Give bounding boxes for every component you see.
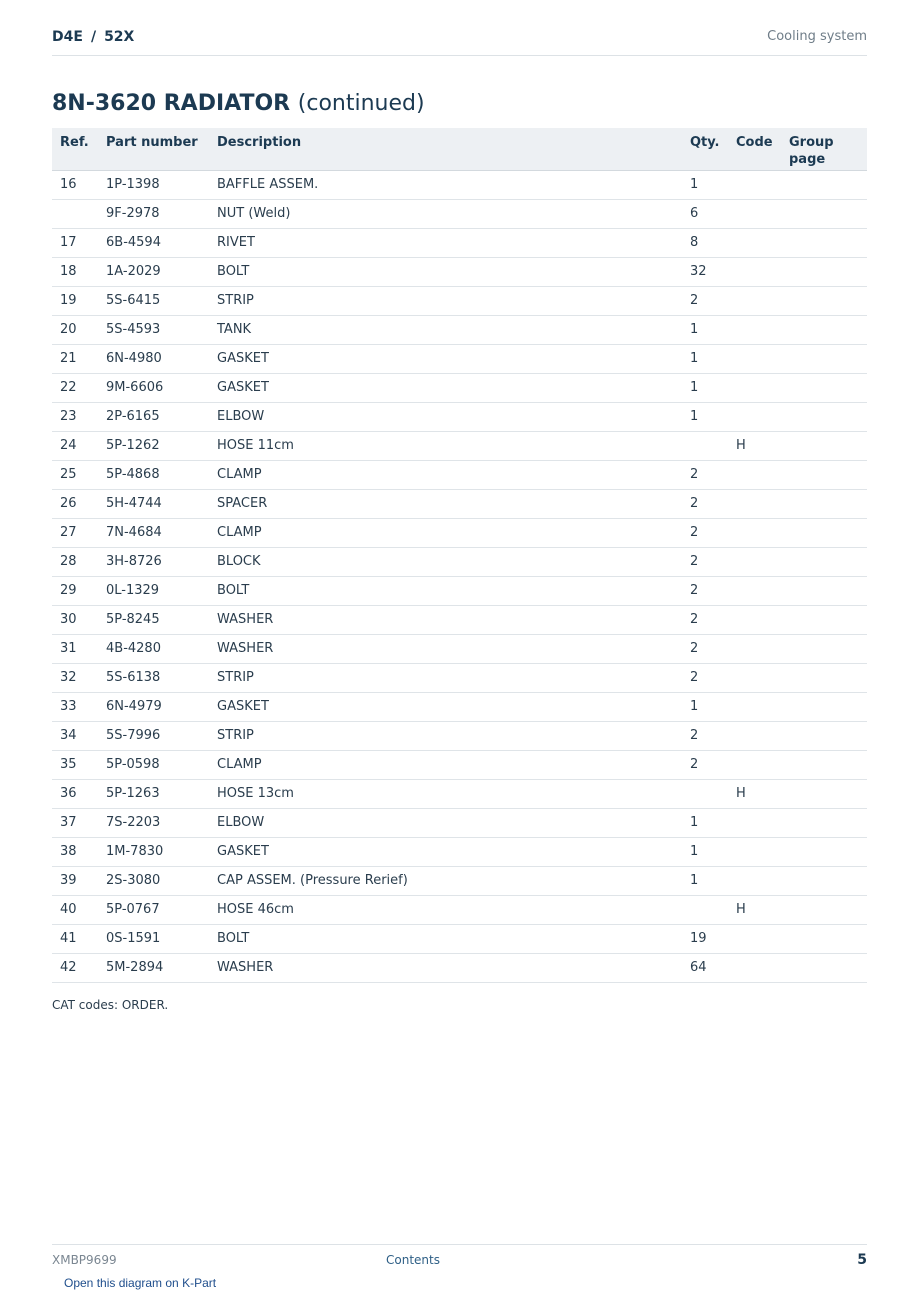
column-header-qty: Qty.	[682, 128, 728, 170]
cell-ref: 30	[52, 605, 98, 634]
cell-description: GASKET	[209, 692, 682, 721]
table-row	[52, 373, 867, 402]
table-row	[52, 286, 867, 315]
table-row	[52, 402, 867, 431]
cell-qty: 2	[682, 518, 728, 547]
cell-qty: 64	[682, 953, 728, 982]
cell-description: HOSE 13cm	[209, 779, 682, 808]
cell-group-page	[781, 257, 867, 286]
cell-part-number: 6N-4980	[98, 344, 209, 373]
table-row	[52, 257, 867, 286]
table-row	[52, 779, 867, 808]
cell-qty	[682, 431, 728, 460]
cell-ref: 29	[52, 576, 98, 605]
cell-ref: 19	[52, 286, 98, 315]
page-title-main: 8N-3620 RADIATOR	[52, 91, 291, 116]
cell-part-number: 5P-1262	[98, 431, 209, 460]
column-header-ref: Ref.	[52, 128, 98, 170]
cell-code: H	[728, 779, 781, 808]
table-row	[52, 199, 867, 228]
cell-group-page	[781, 576, 867, 605]
cell-code	[728, 315, 781, 344]
cell-ref: 31	[52, 634, 98, 663]
cell-part-number: 5H-4744	[98, 489, 209, 518]
cell-qty: 1	[682, 866, 728, 895]
document-code: XMBP9699	[52, 1253, 117, 1267]
cell-part-number: 5S-6138	[98, 663, 209, 692]
cell-part-number: 5M-2894	[98, 953, 209, 982]
cell-description: STRIP	[209, 663, 682, 692]
cell-description: BAFFLE ASSEM.	[209, 170, 682, 199]
open-diagram-kpart-link[interactable]: Open this diagram on K-Part	[64, 1276, 217, 1290]
cell-qty: 2	[682, 721, 728, 750]
cell-part-number: 5P-0598	[98, 750, 209, 779]
parts-table-body	[52, 170, 867, 982]
cell-code	[728, 837, 781, 866]
cell-group-page	[781, 199, 867, 228]
cell-ref: 41	[52, 924, 98, 953]
cell-part-number: 4B-4280	[98, 634, 209, 663]
cell-code	[728, 257, 781, 286]
cell-group-page	[781, 750, 867, 779]
cell-part-number: 2P-6165	[98, 402, 209, 431]
page-title-suffix: (continued)	[297, 91, 425, 116]
cell-qty: 2	[682, 286, 728, 315]
cell-part-number: 7S-2203	[98, 808, 209, 837]
cell-code	[728, 808, 781, 837]
cell-group-page	[781, 460, 867, 489]
cell-qty: 1	[682, 170, 728, 199]
cell-group-page	[781, 953, 867, 982]
cell-description: BOLT	[209, 576, 682, 605]
table-row	[52, 228, 867, 257]
cat-codes-footnote: CAT codes: ORDER.	[52, 998, 169, 1012]
cell-qty: 2	[682, 576, 728, 605]
cell-code	[728, 953, 781, 982]
cell-qty: 2	[682, 663, 728, 692]
cell-code	[728, 344, 781, 373]
cell-part-number: 5P-4868	[98, 460, 209, 489]
cell-ref: 39	[52, 866, 98, 895]
cell-part-number: 5P-8245	[98, 605, 209, 634]
cell-qty: 1	[682, 402, 728, 431]
table-row	[52, 721, 867, 750]
cell-part-number: 3H-8726	[98, 547, 209, 576]
cell-group-page	[781, 895, 867, 924]
cell-group-page	[781, 489, 867, 518]
table-row	[52, 924, 867, 953]
cell-ref: 33	[52, 692, 98, 721]
cell-group-page	[781, 373, 867, 402]
cell-description: BOLT	[209, 257, 682, 286]
cell-description: ELBOW	[209, 808, 682, 837]
cell-code	[728, 402, 781, 431]
cell-part-number: 5S-4593	[98, 315, 209, 344]
cell-group-page	[781, 837, 867, 866]
table-row	[52, 953, 867, 982]
cell-code	[728, 605, 781, 634]
cell-qty: 2	[682, 750, 728, 779]
cell-code	[728, 634, 781, 663]
cell-description: HOSE 46cm	[209, 895, 682, 924]
cell-group-page	[781, 663, 867, 692]
cell-ref: 20	[52, 315, 98, 344]
cell-qty: 2	[682, 547, 728, 576]
serial-label: 52X	[104, 29, 135, 45]
breadcrumb	[52, 28, 134, 46]
cell-description: CLAMP	[209, 750, 682, 779]
cell-ref: 21	[52, 344, 98, 373]
column-header-group-page: Group page	[781, 128, 867, 170]
cell-description: GASKET	[209, 344, 682, 373]
table-row	[52, 170, 867, 199]
cell-qty: 6	[682, 199, 728, 228]
cell-code: H	[728, 895, 781, 924]
cell-code	[728, 547, 781, 576]
cell-description: BOLT	[209, 924, 682, 953]
parts-table-header	[52, 128, 867, 170]
cell-group-page	[781, 692, 867, 721]
cell-description: ELBOW	[209, 402, 682, 431]
cell-ref: 18	[52, 257, 98, 286]
cell-qty	[682, 779, 728, 808]
cell-code	[728, 286, 781, 315]
table-row	[52, 431, 867, 460]
column-header-part-number: Part number	[98, 128, 209, 170]
cell-description: WASHER	[209, 634, 682, 663]
cell-ref: 34	[52, 721, 98, 750]
cell-group-page	[781, 286, 867, 315]
cell-part-number: 9M-6606	[98, 373, 209, 402]
cell-description: STRIP	[209, 721, 682, 750]
contents-link[interactable]: Contents	[386, 1253, 440, 1267]
cell-part-number: 7N-4684	[98, 518, 209, 547]
table-row	[52, 808, 867, 837]
cell-part-number: 1A-2029	[98, 257, 209, 286]
cell-description: BLOCK	[209, 547, 682, 576]
cell-ref: 27	[52, 518, 98, 547]
cell-qty: 2	[682, 489, 728, 518]
table-row	[52, 866, 867, 895]
cell-group-page	[781, 866, 867, 895]
cell-group-page	[781, 228, 867, 257]
cell-description: GASKET	[209, 837, 682, 866]
cell-description: CAP ASSEM. (Pressure Rerief)	[209, 866, 682, 895]
cell-ref: 42	[52, 953, 98, 982]
cell-code	[728, 924, 781, 953]
cell-code	[728, 576, 781, 605]
cell-description: CLAMP	[209, 460, 682, 489]
cell-description: TANK	[209, 315, 682, 344]
cell-qty: 19	[682, 924, 728, 953]
cell-group-page	[781, 547, 867, 576]
cell-part-number: 2S-3080	[98, 866, 209, 895]
cell-description: NUT (Weld)	[209, 199, 682, 228]
cell-qty: 2	[682, 634, 728, 663]
column-header-code: Code	[728, 128, 781, 170]
cell-ref: 32	[52, 663, 98, 692]
table-row	[52, 315, 867, 344]
cell-code	[728, 663, 781, 692]
cell-code	[728, 518, 781, 547]
column-header-description: Description	[209, 128, 682, 170]
cell-ref: 22	[52, 373, 98, 402]
cell-group-page	[781, 402, 867, 431]
cell-description: WASHER	[209, 605, 682, 634]
table-row	[52, 518, 867, 547]
cell-ref	[52, 199, 98, 228]
cell-description: STRIP	[209, 286, 682, 315]
cell-qty: 1	[682, 344, 728, 373]
cell-description: CLAMP	[209, 518, 682, 547]
table-row	[52, 547, 867, 576]
cell-qty: 1	[682, 808, 728, 837]
cell-group-page	[781, 721, 867, 750]
cell-group-page	[781, 924, 867, 953]
page-number: 5	[857, 1252, 867, 1268]
cell-part-number: 5S-6415	[98, 286, 209, 315]
section-name: Cooling system	[767, 29, 867, 44]
cell-part-number: 5P-1263	[98, 779, 209, 808]
cell-code	[728, 460, 781, 489]
cell-qty: 1	[682, 315, 728, 344]
cell-part-number: 1M-7830	[98, 837, 209, 866]
table-row	[52, 344, 867, 373]
cell-group-page	[781, 605, 867, 634]
cell-qty: 2	[682, 605, 728, 634]
cell-ref: 38	[52, 837, 98, 866]
cell-description: HOSE 11cm	[209, 431, 682, 460]
cell-group-page	[781, 431, 867, 460]
table-row	[52, 489, 867, 518]
cell-part-number: 0L-1329	[98, 576, 209, 605]
breadcrumb-separator: /	[90, 29, 97, 45]
cell-ref: 16	[52, 170, 98, 199]
cell-code	[728, 866, 781, 895]
cell-group-page	[781, 170, 867, 199]
cell-part-number: 1P-1398	[98, 170, 209, 199]
cell-part-number: 9F-2978	[98, 199, 209, 228]
cell-description: SPACER	[209, 489, 682, 518]
page-header	[52, 28, 867, 56]
cell-group-page	[781, 344, 867, 373]
cell-ref: 35	[52, 750, 98, 779]
table-row	[52, 634, 867, 663]
cell-code	[728, 489, 781, 518]
cell-qty: 1	[682, 837, 728, 866]
cell-ref: 40	[52, 895, 98, 924]
cell-ref: 26	[52, 489, 98, 518]
cell-ref: 23	[52, 402, 98, 431]
cell-ref: 28	[52, 547, 98, 576]
table-row	[52, 692, 867, 721]
page-footer	[52, 1244, 867, 1275]
cell-code	[728, 170, 781, 199]
cell-qty: 1	[682, 692, 728, 721]
table-row	[52, 576, 867, 605]
header-row	[52, 128, 867, 170]
table-row	[52, 895, 867, 924]
table-row	[52, 837, 867, 866]
model-label: D4E	[52, 29, 83, 45]
cell-code	[728, 750, 781, 779]
cell-ref: 36	[52, 779, 98, 808]
cell-code	[728, 199, 781, 228]
cell-description: GASKET	[209, 373, 682, 402]
cell-part-number: 6B-4594	[98, 228, 209, 257]
cell-group-page	[781, 315, 867, 344]
cell-qty: 1	[682, 373, 728, 402]
cell-group-page	[781, 518, 867, 547]
cell-description: RIVET	[209, 228, 682, 257]
cell-qty	[682, 895, 728, 924]
cell-group-page	[781, 779, 867, 808]
table-row	[52, 460, 867, 489]
cell-code	[728, 373, 781, 402]
parts-table	[52, 128, 867, 983]
table-row	[52, 663, 867, 692]
page-title	[52, 89, 425, 119]
cell-qty: 2	[682, 460, 728, 489]
table-row	[52, 605, 867, 634]
cell-ref: 24	[52, 431, 98, 460]
cell-part-number: 0S-1591	[98, 924, 209, 953]
cell-description: WASHER	[209, 953, 682, 982]
table-row	[52, 750, 867, 779]
cell-code	[728, 228, 781, 257]
cell-qty: 32	[682, 257, 728, 286]
cell-part-number: 5S-7996	[98, 721, 209, 750]
cell-part-number: 6N-4979	[98, 692, 209, 721]
cell-ref: 37	[52, 808, 98, 837]
cell-group-page	[781, 808, 867, 837]
cell-ref: 17	[52, 228, 98, 257]
cell-ref: 25	[52, 460, 98, 489]
cell-code	[728, 721, 781, 750]
cell-group-page	[781, 634, 867, 663]
cell-code: H	[728, 431, 781, 460]
cell-part-number: 5P-0767	[98, 895, 209, 924]
cell-code	[728, 692, 781, 721]
cell-qty: 8	[682, 228, 728, 257]
